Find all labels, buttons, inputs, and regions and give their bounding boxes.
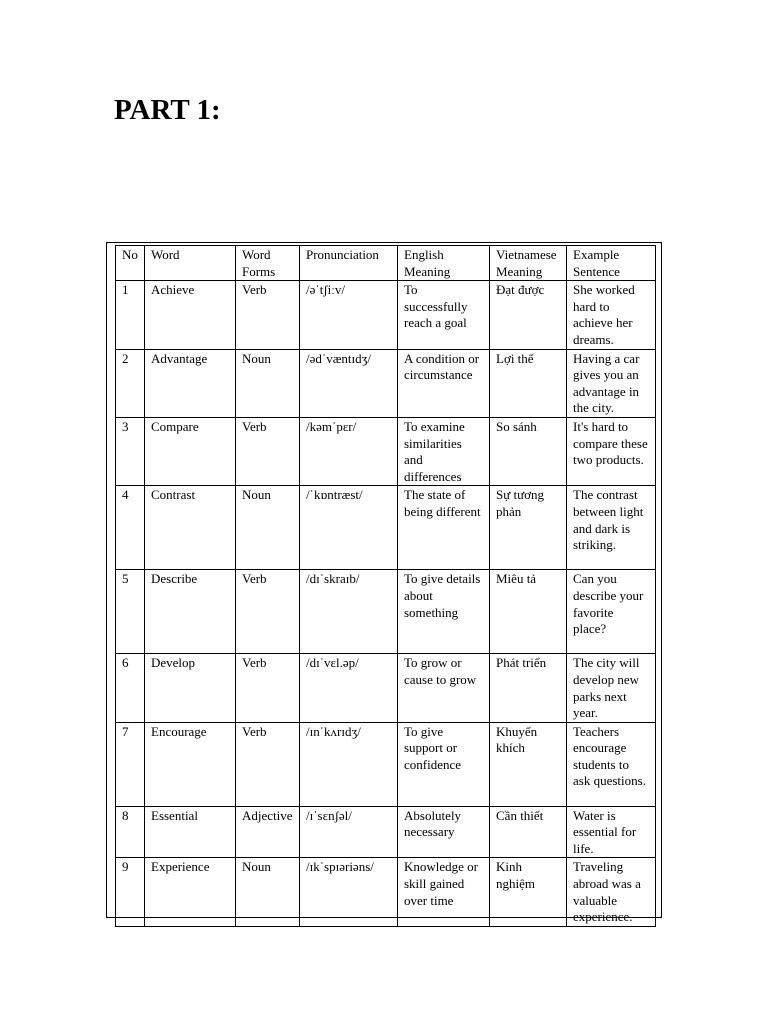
cell-no: 2: [116, 349, 145, 417]
cell-word-forms: Verb: [236, 654, 300, 722]
cell-english-meaning: A condition or circumstance: [398, 349, 490, 417]
cell-english-meaning: To give support or confidence: [398, 722, 490, 806]
table-row: [116, 486, 656, 570]
table-row: [116, 722, 656, 806]
cell-vietnamese-meaning: Miêu tả: [490, 570, 567, 654]
cell-example-sentence: Traveling abroad was a valuable experience.: [567, 858, 656, 926]
cell-vietnamese-meaning: Lợi thế: [490, 349, 567, 417]
cell-word-forms: Noun: [236, 858, 300, 926]
cell-pronunciation: /ˈkɒntræst/: [300, 486, 398, 570]
cell-pronunciation: /kəmˈpɛr/: [300, 417, 398, 485]
cell-no: 5: [116, 570, 145, 654]
page-title: PART 1:: [114, 94, 221, 126]
cell-word: Experience: [145, 858, 236, 926]
cell-english-meaning: To examine similarities and differences: [398, 417, 490, 485]
cell-word-forms: Adjective: [236, 806, 300, 858]
cell-example-sentence: Teachers encourage students to ask questions.: [567, 722, 656, 806]
cell-word: Advantage: [145, 349, 236, 417]
cell-no: 3: [116, 417, 145, 485]
cell-english-meaning: Absolutely necessary: [398, 806, 490, 858]
cell-example-sentence: Having a car gives you an advantage in the city.: [567, 349, 656, 417]
cell-word-forms: Noun: [236, 349, 300, 417]
table-row: [116, 281, 656, 349]
cell-english-meaning: To successfully reach a goal: [398, 281, 490, 349]
cell-word: Contrast: [145, 486, 236, 570]
table-row: [116, 806, 656, 858]
table-row: [116, 654, 656, 722]
cell-word: Describe: [145, 570, 236, 654]
cell-no: 4: [116, 486, 145, 570]
cell-no: 7: [116, 722, 145, 806]
cell-vietnamese-meaning: Khuyến khích: [490, 722, 567, 806]
cell-pronunciation: /ədˈvæntɪdʒ/: [300, 349, 398, 417]
cell-example-sentence: It's hard to compare these two products.: [567, 417, 656, 485]
cell-no: 6: [116, 654, 145, 722]
cell-word-forms: Verb: [236, 417, 300, 485]
cell-pronunciation: /ɪˈsɛnʃəl/: [300, 806, 398, 858]
table-header-row: [116, 246, 656, 281]
cell-vietnamese-meaning: Đạt được: [490, 281, 567, 349]
cell-example-sentence: She worked hard to achieve her dreams.: [567, 281, 656, 349]
table-body: [116, 281, 656, 927]
cell-pronunciation: /ɪnˈkʌrɪdʒ/: [300, 722, 398, 806]
cell-english-meaning: To grow or cause to grow: [398, 654, 490, 722]
cell-no: 8: [116, 806, 145, 858]
cell-example-sentence: The contrast between light and dark is striking.: [567, 486, 656, 570]
column-header-pronunciation: Pronunciation: [300, 246, 398, 281]
cell-word: Essential: [145, 806, 236, 858]
vocabulary-table: [115, 245, 656, 927]
cell-pronunciation: /ɪkˈspɪəriəns/: [300, 858, 398, 926]
cell-vietnamese-meaning: Cần thiết: [490, 806, 567, 858]
column-header-english-meaning: English Meaning: [398, 246, 490, 281]
cell-no: 1: [116, 281, 145, 349]
cell-word-forms: Verb: [236, 722, 300, 806]
column-header-example-sentence: Example Sentence: [567, 246, 656, 281]
cell-pronunciation: /dɪˈskraɪb/: [300, 570, 398, 654]
cell-example-sentence: The city will develop new parks next year.: [567, 654, 656, 722]
cell-example-sentence: Water is essential for life.: [567, 806, 656, 858]
cell-word-forms: Verb: [236, 281, 300, 349]
cell-pronunciation: /dɪˈvɛl.əp/: [300, 654, 398, 722]
cell-vietnamese-meaning: Kinh nghiệm: [490, 858, 567, 926]
cell-word: Achieve: [145, 281, 236, 349]
cell-vietnamese-meaning: So sánh: [490, 417, 567, 485]
table-row: [116, 858, 656, 926]
column-header-no: No: [116, 246, 145, 281]
column-header-word-forms: Word Forms: [236, 246, 300, 281]
table-row: [116, 417, 656, 485]
cell-vietnamese-meaning: Sự tương phản: [490, 486, 567, 570]
column-header-vietnamese-meaning: Vietnamese Meaning: [490, 246, 567, 281]
cell-word: Develop: [145, 654, 236, 722]
cell-vietnamese-meaning: Phát triển: [490, 654, 567, 722]
cell-word: Compare: [145, 417, 236, 485]
cell-english-meaning: To give details about something: [398, 570, 490, 654]
cell-example-sentence: Can you describe your favorite place?: [567, 570, 656, 654]
cell-pronunciation: /əˈtʃiːv/: [300, 281, 398, 349]
cell-english-meaning: Knowledge or skill gained over time: [398, 858, 490, 926]
cell-english-meaning: The state of being different: [398, 486, 490, 570]
cell-word: Encourage: [145, 722, 236, 806]
cell-no: 9: [116, 858, 145, 926]
table-row: [116, 349, 656, 417]
cell-word-forms: Noun: [236, 486, 300, 570]
column-header-word: Word: [145, 246, 236, 281]
table-row: [116, 570, 656, 654]
cell-word-forms: Verb: [236, 570, 300, 654]
